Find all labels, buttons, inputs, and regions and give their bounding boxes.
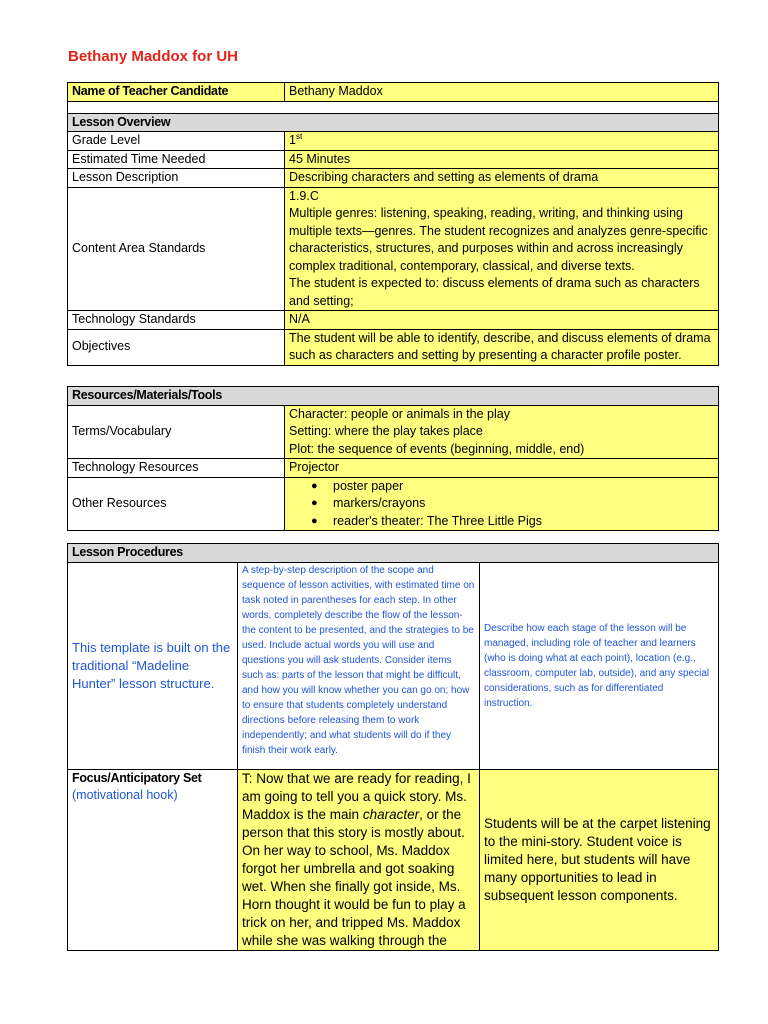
objectives-label: Objectives bbox=[68, 329, 285, 365]
grade-level-label: Grade Level bbox=[68, 132, 285, 151]
term-item: Plot: the sequence of events (beginning, middle, end) bbox=[289, 441, 585, 456]
time-needed-row bbox=[68, 150, 719, 169]
terms-row bbox=[68, 405, 719, 459]
lesson-description-row bbox=[68, 169, 719, 188]
objectives-value: The student will be able to identify, describe, and discuss elements of drama such as characters and setting by presenting a character profile poster. bbox=[285, 329, 719, 365]
tech-resources-row bbox=[68, 459, 719, 478]
content-standards-label: Content Area Standards bbox=[68, 187, 285, 311]
content-standards-value bbox=[285, 187, 719, 311]
focus-label: Focus/Anticipatory Set bbox=[72, 770, 202, 785]
content-standards-row bbox=[68, 187, 719, 311]
tech-standards-value: N/A bbox=[285, 311, 719, 330]
terms-label: Terms/Vocabulary bbox=[68, 405, 285, 459]
list-item: ● markers/crayons bbox=[333, 495, 714, 513]
grade-level-value: 1st bbox=[285, 132, 719, 151]
focus-sublabel: (motivational hook) bbox=[72, 788, 178, 802]
focus-label-cell bbox=[68, 769, 238, 950]
other-resources-list bbox=[289, 478, 714, 531]
other-resources-row bbox=[68, 477, 719, 531]
resources-header: Resources/Materials/Tools bbox=[68, 387, 719, 406]
procedures-header: Lesson Procedures bbox=[68, 544, 719, 563]
lesson-overview-header: Lesson Overview bbox=[68, 113, 719, 132]
focus-row bbox=[68, 769, 719, 950]
focus-script: T: Now that we are ready for reading, I am going to tell you a quick story. Ms. Maddox is the main character, or the person that this story is mostly about. On her way to school, Ms. Maddox forgot her umbrella and got soaking wet. When she finally got inside, Ms. Horn thought it would be fun to play a trick on her, and tripped Ms. Maddox while she was walking through the bbox=[238, 769, 480, 950]
term-item: Character: people or animals in the play bbox=[289, 406, 510, 421]
teacher-name-row bbox=[68, 83, 719, 102]
tech-resources-label: Technology Resources bbox=[68, 459, 285, 478]
tech-resources-value: Projector bbox=[285, 459, 719, 478]
lesson-description-value: Describing characters and setting as elements of drama bbox=[285, 169, 719, 188]
lesson-overview-table bbox=[67, 82, 719, 366]
standards-expectation: The student is expected to: discuss elements of drama such as characters and setting; bbox=[289, 276, 700, 308]
term-item: Setting: where the play takes place bbox=[289, 424, 483, 438]
document-title: Bethany Maddox for UH bbox=[68, 48, 239, 65]
time-needed-value: 45 Minutes bbox=[285, 150, 719, 169]
other-resources-value bbox=[285, 477, 719, 531]
grade-level-row bbox=[68, 132, 719, 151]
other-resources-label: Other Resources bbox=[68, 477, 285, 531]
objectives-row bbox=[68, 329, 719, 365]
list-item: ● poster paper bbox=[333, 478, 714, 496]
step-description-note: A step-by-step description of the scope and sequence of lesson activities, with estimated time on task noted in parentheses for each step. In other words, completely describe the flow of the lesson-the content to be presented, and the strategies to be used. Include actual words you will use and questions you will ask students. Consider items such as: parts of the lesson that might be difficult, and how you will know whether you can go on; how to ensure that students completely understand directions before releasing them to work independently; and what students will do if they finish their work early. bbox=[238, 562, 480, 769]
teacher-name-label: Name of Teacher Candidate bbox=[68, 83, 285, 102]
template-note: This template is built on the traditional “Madeline Hunter” lesson structure. bbox=[68, 562, 238, 769]
time-needed-label: Estimated Time Needed bbox=[68, 150, 285, 169]
resources-table bbox=[67, 386, 719, 531]
tech-standards-row bbox=[68, 311, 719, 330]
procedures-table bbox=[67, 543, 719, 951]
standards-code: 1.9.C bbox=[289, 188, 319, 203]
lesson-description-label: Lesson Description bbox=[68, 169, 285, 188]
tech-standards-label: Technology Standards bbox=[68, 311, 285, 330]
terms-value bbox=[285, 405, 719, 459]
management-note: Describe how each stage of the lesson will be managed, including role of teacher and learners (who is doing what at each point), location (e.g., classroom, computer lab, outside), and any special considerations, such as for differentiated instruction. bbox=[480, 562, 719, 769]
teacher-name-value: Bethany Maddox bbox=[285, 83, 719, 102]
focus-management: Students will be at the carpet listening to the mini-story. Student voice is limited here, but students will have many opportunities to lead in subsequent lesson components. bbox=[480, 769, 719, 950]
spacer-row bbox=[68, 101, 719, 113]
list-item: ● reader's theater: The Three Little Pigs bbox=[333, 513, 714, 531]
procedures-guidance-row bbox=[68, 562, 719, 769]
standards-text: Multiple genres: listening, speaking, reading, writing, and thinking using multiple texts—genres. The student recognizes and analyzes genre-specific characteristics, structures, and purposes within and across increasingly complex traditional, contemporary, classical, and diverse texts. bbox=[289, 206, 708, 273]
